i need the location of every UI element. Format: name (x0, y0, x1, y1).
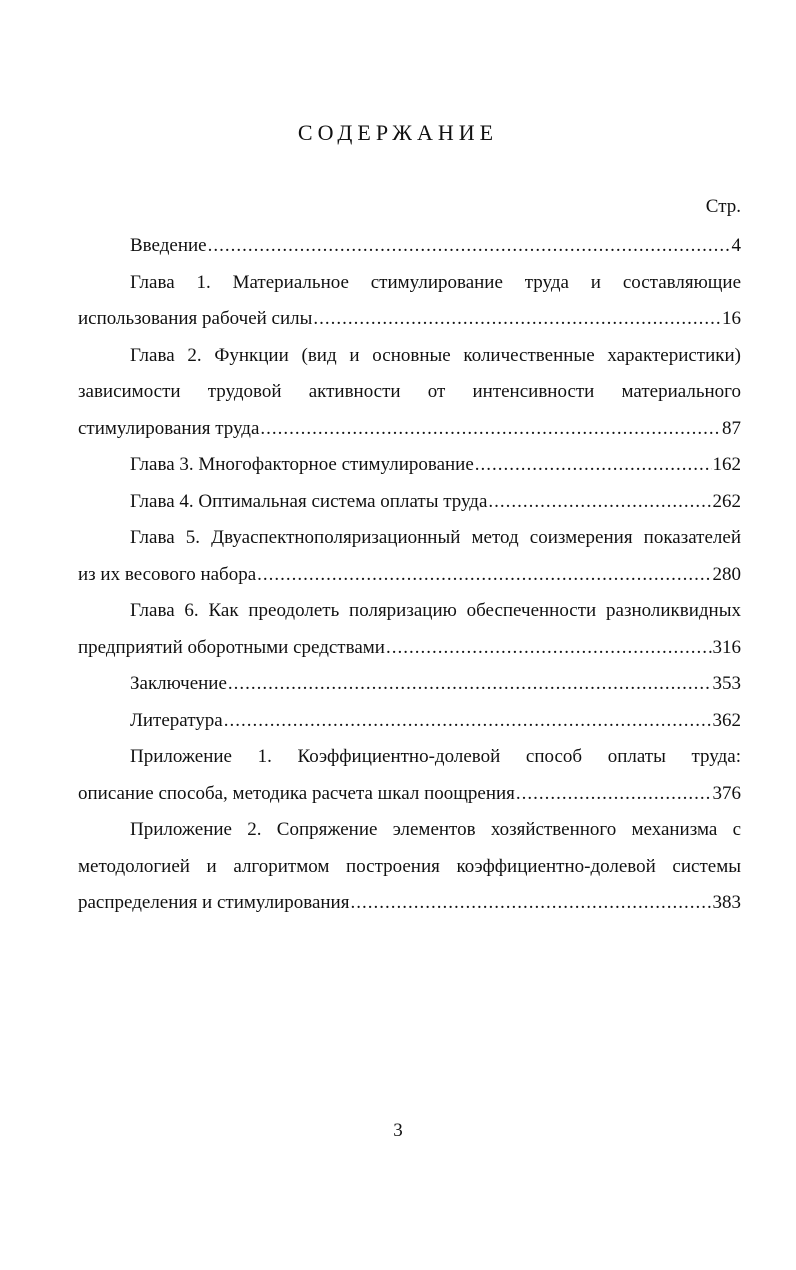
toc-entry-page: 280 (712, 563, 741, 585)
dot-leader (386, 630, 712, 667)
toc-entry-title: Глава 3. Многофакторное стимулирование (130, 454, 474, 475)
toc-entry-page: 316 (712, 636, 741, 658)
toc-entry-chapter-1 (78, 265, 741, 338)
toc-entry-page: 16 (722, 308, 741, 329)
table-of-contents (78, 228, 741, 922)
dot-leader (260, 411, 721, 448)
page-title: СОДЕРЖАНИЕ (297, 120, 499, 145)
page-column-label: Стр. (705, 196, 741, 217)
toc-entry-conclusion (78, 666, 741, 703)
toc-entry-chapter-4 (78, 484, 741, 521)
toc-entry-page: 376 (712, 782, 741, 804)
dot-leader (224, 703, 712, 740)
toc-entry-line: Приложение 1. Коэффициентно-долевой способ оплаты труда: (130, 746, 741, 767)
dot-leader (475, 447, 712, 484)
toc-entry-title: Литература (130, 709, 223, 731)
toc-entry-introduction (78, 228, 741, 265)
toc-entry-line: Глава 5. Двуаспектнополяризационный метод соизмерения показателей (130, 527, 741, 548)
dot-leader (488, 484, 711, 521)
toc-entry-title: стимулирования труда (78, 417, 260, 439)
toc-entry-page: 162 (712, 454, 741, 475)
toc-entry-title: использования рабочей силы (78, 308, 313, 329)
toc-entry-chapter-6 (78, 593, 741, 666)
toc-entry-appendix-2 (78, 812, 741, 922)
toc-entry-title: Заключение (130, 673, 227, 694)
dot-leader (228, 666, 712, 703)
toc-entry-title: из их весового набора (78, 563, 257, 585)
dot-leader (313, 301, 721, 338)
toc-entry-chapter-5 (78, 520, 741, 593)
toc-entry-page: 87 (722, 417, 741, 439)
toc-entry-line: зависимости трудовой активности от интенсивности материального (78, 381, 741, 402)
page-number: 3 (393, 1120, 403, 1141)
toc-entry-title: описание способа, методика расчета шкал поощрения (78, 782, 515, 804)
toc-entry-chapter-3 (78, 447, 741, 484)
toc-entry-chapter-2 (78, 338, 741, 448)
toc-entry-line: методологией и алгоритмом построения коэффициентно-долевой системы (78, 855, 741, 877)
dot-leader (257, 557, 711, 594)
toc-entry-page: 353 (712, 673, 741, 694)
toc-entry-title: Введение (130, 235, 207, 256)
toc-entry-page: 383 (712, 892, 741, 913)
toc-entry-line: Глава 6. Как преодолеть поляризацию обеспеченности разноликвидных (130, 600, 741, 621)
toc-entry-page: 362 (712, 709, 741, 731)
toc-entry-line: Глава 2. Функции (вид и основные количественные характеристики) (130, 344, 741, 366)
toc-entry-line: Глава 1. Материальное стимулирование труда и составляющие (130, 271, 741, 293)
dot-leader (208, 228, 731, 265)
dot-leader (516, 776, 712, 813)
toc-entry-line: Приложение 2. Сопряжение элементов хозяйственного механизма с (130, 819, 741, 840)
toc-entry-appendix-1 (78, 739, 741, 812)
toc-entry-title: предприятий оборотными средствами (78, 636, 385, 658)
toc-entry-title: Глава 4. Оптимальная система оплаты труда (130, 490, 488, 512)
toc-entry-literature (78, 703, 741, 740)
toc-entry-page: 262 (712, 490, 741, 512)
toc-entry-title: распределения и стимулирования (78, 892, 350, 913)
dot-leader (350, 885, 711, 922)
toc-entry-page: 4 (731, 235, 741, 256)
